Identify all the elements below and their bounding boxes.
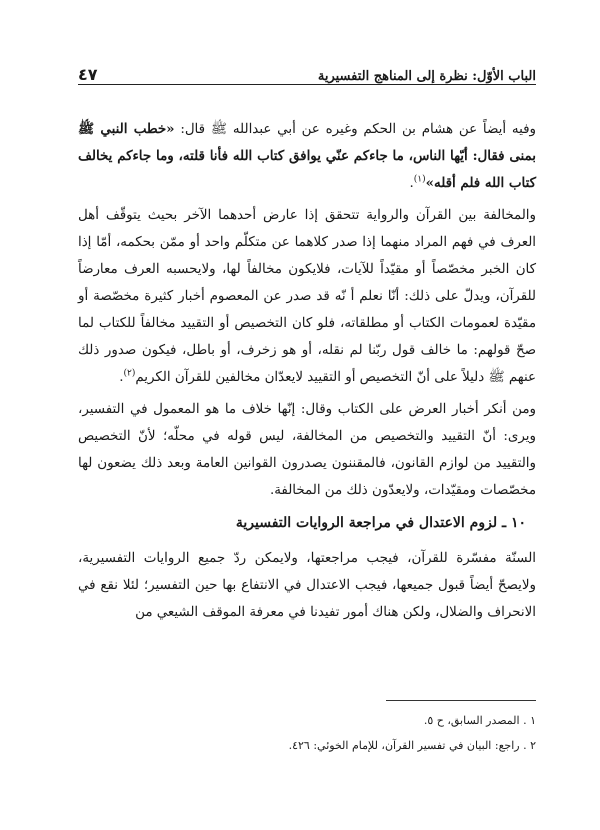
footnotes bbox=[78, 708, 536, 758]
main-text bbox=[78, 116, 536, 631]
paragraph-4: السنّة مفسّرة للقرآن، فيجب مراجعتها، ولايمكن ردّ جميع الروايات التفسيرية، ولايصحّ أيضاً قبول جميعها، فيجب الاعتدال في الانتفاع بها حين التفسير؛ لئلا نقع في الانحراف والضلال، ولكن هناك أمور تفيدنا في معرفة الموقف الشيعي من bbox=[78, 551, 536, 620]
hadith-quote: «خطب النبي ﷺ بمنى فقال: أيّها الناس، ما جاءكم عنّي يوافق كتاب الله فأنا قلته، وما جاءكم يخالف كتاب الله فلم أقله» bbox=[78, 121, 536, 191]
chapter-title: الباب الأوّل: نظرة إلى المناهج التفسيرية bbox=[317, 69, 536, 84]
running-header bbox=[78, 60, 536, 85]
footnote-1: ١ . المصدر السابق، ح ٥. bbox=[423, 714, 536, 727]
paragraph-1 bbox=[78, 116, 536, 197]
footnote-2: ٢ . راجع: البيان في تفسير القرآن، للإمام الخوئي: ٤٢٦. bbox=[288, 739, 536, 752]
page-number: ٤٧ bbox=[78, 65, 98, 84]
paragraph-1-end: . bbox=[409, 176, 414, 191]
section-heading: ١٠ ـ لزوم الاعتدال في مراجعة الروايات التفسيرية bbox=[235, 515, 526, 531]
footnote-ref-2: (٢) bbox=[123, 368, 136, 379]
paragraph-2-text: والمخالفة بين القرآن والرواية تتحقق إذا عارض أحدهما الآخر بحيث يتوقّف أهل العرف في فهم المراد منهما إذا صدر كلاهما عن متكلّم واحد أو ممّن بحكمه، أمّا إذا كان الخبر مخصّصاً أو مقيّداً للآيات، فلايكون مخالفاً لها، ولايحسبه العرف معارضاً للقرآن، ويدلّ على ذلك: أنّا نعلم أ نّه قد صدر عن المعصوم أخبار كثيرة مخصّصة أو مقيّدة لعمومات الكتاب أو مطلقاته، فلو كان التخصيص أو التقييد مخالفاً للكتاب لما صحّ قولهم: ما خالف قول ربّنا لم نقله، أو هو زخرف، أو باطل، فيكون صدور ذلك عنهم ﷺ دليلاً على أنّ التخصيص أو التقييد لايعدّان مخالفين للقرآن الكريم bbox=[78, 208, 536, 385]
footnote-divider bbox=[386, 700, 536, 701]
paragraph-3: ومن أنكر أخبار العرض على الكتاب وقال: إنّها خلاف ما هو المعمول في التفسير، ويرى: أنّ التقييد والتخصيص من المخالفة، ليس قوله في محلّه؛ لأنّ التخصيص والتقييد من لوازم القانون، فالمقننون يصدرون القوانين العامة وبعد ذلك يضعون لها مخصّصات ومقيّدات، ولايعدّون ذلك من المخالفة. bbox=[78, 402, 536, 498]
footnote-ref-1: (١) bbox=[413, 174, 426, 185]
paragraph-2 bbox=[78, 202, 536, 391]
paragraph-2-end: . bbox=[119, 370, 124, 385]
paragraph-1-intro: وفيه أيضاً عن هشام بن الحكم وغيره عن أبي عبدالله ﷺ قال: bbox=[174, 122, 536, 137]
